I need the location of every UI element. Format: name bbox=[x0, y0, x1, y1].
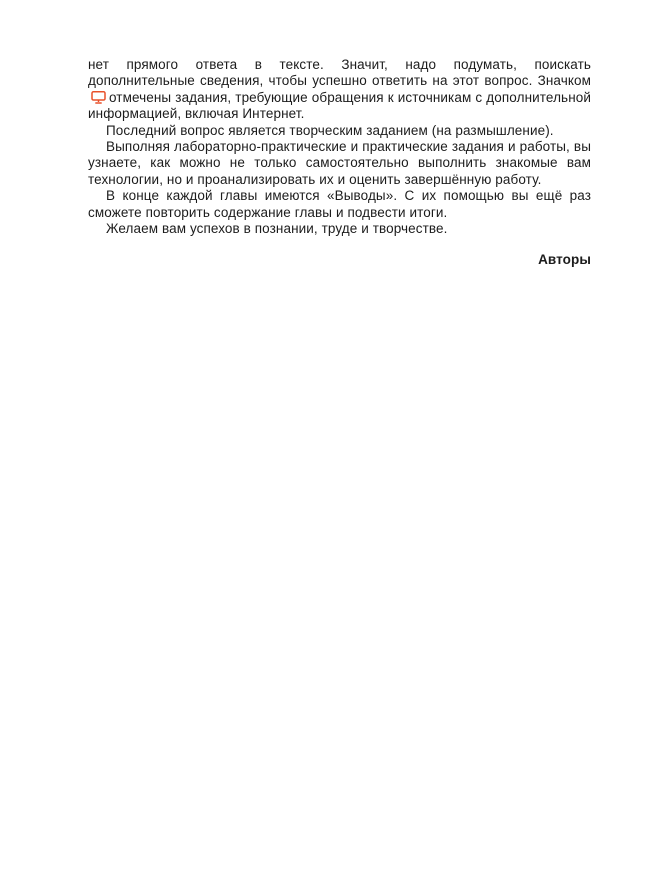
paragraph-intro bbox=[88, 57, 591, 123]
text-block bbox=[88, 57, 591, 269]
paragraph-wish: Желаем вам успехов в познании, труде и творчестве. bbox=[106, 221, 448, 237]
authors-signature: Авторы bbox=[538, 252, 591, 268]
paragraph-intro-after-icon: отмечены задания, требующие обращения к источникам с дополнительной информацией, включая Интернет. bbox=[88, 89, 591, 122]
paragraph-intro-before-icon: нет прямого ответа в тексте. Значит, надо подумать, поискать дополнительные сведения, чтобы успешно ответить на этот вопрос. Значком bbox=[88, 57, 591, 89]
monitor-icon bbox=[91, 91, 106, 104]
paragraph-practical: Выполняя лабораторно-практические и практические задания и работы, вы узнаете, как можно не только самостоятельно выполнить знакомые вам технологии, но и проанализировать их и оценить завершённую работу. bbox=[88, 139, 591, 187]
monitor-icon-screen bbox=[92, 92, 105, 100]
paragraph-last-question: Последний вопрос является творческим заданием (на размышление). bbox=[106, 122, 554, 138]
paragraph-conclusions: В конце каждой главы имеются «Выводы». С их помощью вы ещё раз сможете повторить содержание главы и подвести итоги. bbox=[88, 188, 591, 220]
